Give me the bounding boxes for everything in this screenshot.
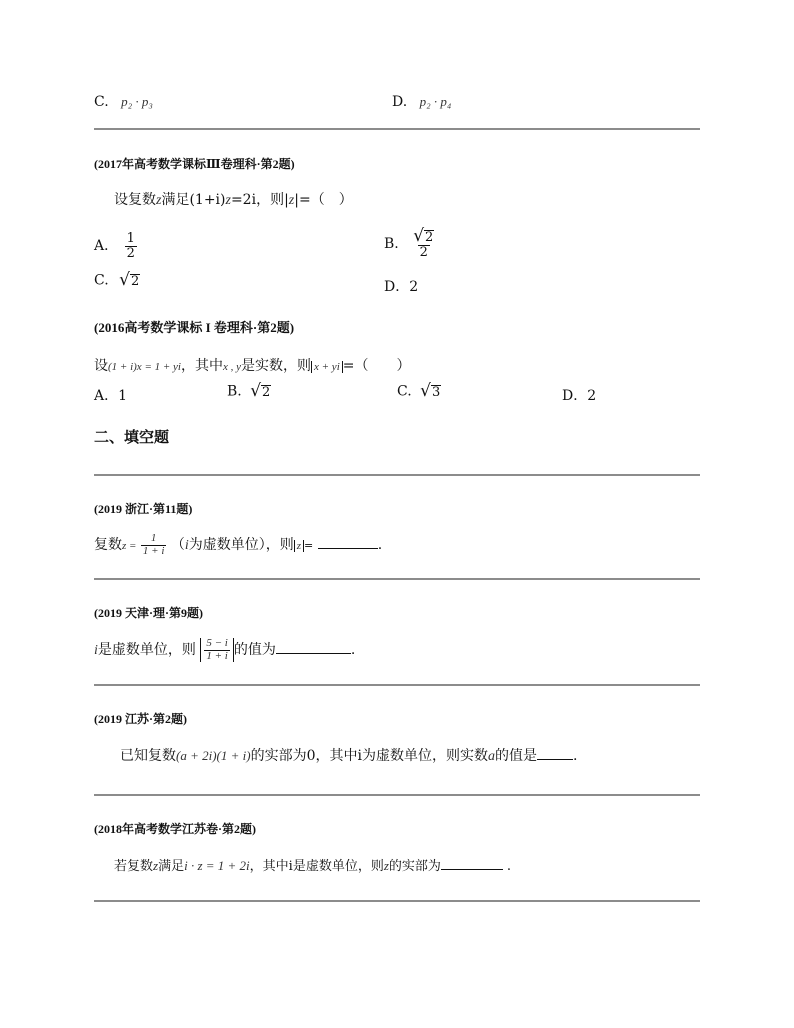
stem-text: ，其中 [180, 358, 223, 374]
option-b [227, 383, 271, 400]
option-label: A． [94, 388, 119, 404]
question-source: (2018年高考数学江苏卷·第2题) [94, 822, 256, 836]
answer-blank[interactable] [318, 538, 378, 549]
radicand: 3 [431, 384, 441, 400]
stem-expr: x , y [222, 361, 241, 373]
stem-text: ，其中i是虚数单位，则 [249, 859, 384, 874]
option-a [94, 232, 137, 260]
option-label: D． [384, 279, 410, 295]
abs-value: x + yi [311, 361, 343, 373]
radicand: 2 [262, 384, 271, 400]
stem-text: 若复数 [114, 859, 154, 874]
sqrt: √ 3 [420, 381, 441, 401]
stem-text: 设 [94, 358, 108, 374]
fraction-numerator: 1 [150, 532, 157, 544]
stem-text: 已知复数 [120, 748, 176, 764]
question-source: (2016高考数学课标 I 卷理科·第2题) [94, 320, 295, 335]
option-label: C. [397, 383, 412, 400]
option-label: D. [392, 94, 408, 110]
stem-var: a [487, 749, 495, 764]
option-value: 2 [409, 279, 419, 295]
answer-blank[interactable] [537, 749, 573, 760]
stem-text: 是实数，则 [241, 358, 311, 374]
option-c [94, 94, 153, 110]
option-label: C. [94, 94, 109, 110]
stem-text: 的值是 [494, 748, 537, 764]
option-label: A． [94, 238, 119, 255]
stem-expr: (1 + i)x = 1 + yi [108, 361, 181, 373]
stem-text: 是虚数单位，则 [97, 642, 196, 659]
answer-blank[interactable] [441, 859, 503, 870]
fraction-numerator: 5 − i [206, 637, 228, 649]
stem-text: . [506, 859, 512, 874]
stem-text: |=（ ） [294, 192, 353, 208]
stem-var: z [288, 193, 295, 208]
stem-text: 满足(1+i) [161, 192, 226, 208]
stem-text: =2i，则| [230, 192, 289, 208]
abs-value [200, 638, 233, 662]
stem-text: 设复数 [114, 192, 156, 208]
stem-text: 满足 [158, 859, 185, 874]
stem-text: . [350, 642, 356, 659]
sqrt: √ 2 [250, 381, 271, 401]
option-d [384, 276, 418, 296]
sqrt: √ 2 [119, 270, 140, 290]
fraction [141, 533, 166, 557]
fraction-denominator: 2 [419, 245, 428, 260]
stem-expr: i · z = 1 + 2i [184, 858, 250, 873]
stem-var: i [94, 643, 98, 659]
fraction-denominator: 1 + i [142, 544, 165, 557]
divider [94, 128, 700, 130]
sqrt: √ 2 [413, 226, 434, 246]
stem-text: 的实部为 [388, 859, 441, 874]
question-source: (2019 江苏·第2题) [94, 712, 187, 726]
stem-var: z [225, 193, 231, 208]
stem-text: 为虚数单位），则 [188, 537, 294, 554]
fraction [125, 232, 137, 260]
question-stem [114, 189, 353, 209]
question-stem [94, 533, 382, 557]
question-stem [114, 855, 511, 874]
option-c [397, 383, 441, 400]
question-stem [120, 745, 577, 765]
option-d [392, 94, 451, 110]
answer-blank[interactable] [276, 643, 351, 654]
fraction-numerator [411, 228, 436, 245]
question-source: (2017年高考数学课标Ⅲ卷理科·第2题) [94, 157, 295, 171]
option-label: D． [562, 388, 588, 404]
stem-text: 的实部为0，其中i为虚数单位，则实数 [250, 748, 488, 764]
divider [94, 794, 700, 796]
fraction [204, 638, 229, 662]
divider [94, 474, 700, 476]
stem-text: 的值为 [233, 642, 276, 659]
option-label: B. [227, 383, 242, 400]
stem-var: z [156, 193, 162, 208]
stem-text: . [377, 537, 383, 554]
question-stem [94, 355, 410, 375]
stem-var: z [383, 858, 389, 873]
divider [94, 684, 700, 686]
fraction [411, 228, 436, 260]
divider [94, 578, 700, 580]
question-stem [94, 638, 355, 662]
option-label: B. [384, 235, 399, 252]
abs-value: z [294, 540, 304, 552]
option-value: 2 [587, 388, 597, 404]
divider [94, 900, 700, 902]
stem-var: z [153, 858, 159, 873]
option-a [94, 385, 127, 405]
section-heading: 二、填空题 [94, 428, 170, 446]
stem-text: =（ ） [342, 358, 411, 374]
stem-text: 复数 [94, 537, 122, 554]
radicand: 2 [425, 229, 434, 245]
option-b [384, 228, 436, 260]
option-expr: p₂ · p₄ [419, 94, 452, 109]
option-value: 1 [118, 388, 128, 404]
radicand: 2 [130, 273, 140, 289]
stem-text: . [572, 748, 578, 764]
stem-var: i [184, 538, 189, 554]
option-d [562, 385, 596, 405]
stem-expr: z = [122, 540, 137, 553]
fraction-denominator: 1 + i [206, 649, 228, 662]
option-expr: p₂ · p₃ [121, 94, 153, 109]
stem-expr: (a + 2i)(1 + i) [176, 748, 251, 763]
option-c [94, 272, 140, 289]
option-label: C. [94, 272, 109, 289]
stem-text: （ [170, 537, 185, 554]
stem-text: = [304, 539, 314, 553]
question-source: (2019 天津·理·第9题) [94, 606, 203, 620]
fraction-denominator: 2 [126, 245, 135, 261]
question-source: (2019 浙江·第11题) [94, 502, 193, 516]
fraction-numerator: 1 [126, 231, 135, 246]
